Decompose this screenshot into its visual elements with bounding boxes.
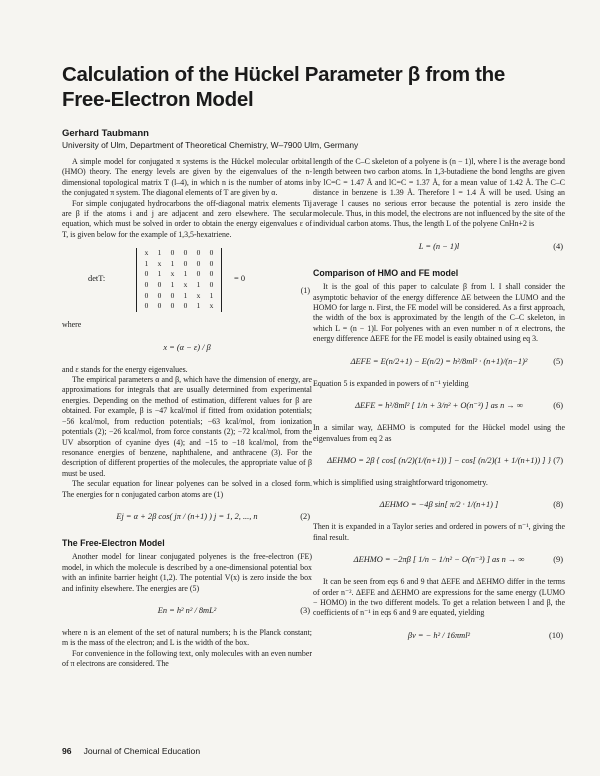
- matrix-cell: 0: [196, 258, 201, 268]
- equation-number: (3): [300, 605, 310, 615]
- matrix-row: [140, 248, 218, 259]
- paragraph: where: [62, 320, 82, 330]
- equation-body: ΔEFE = h²/8ml² [ 1/n + 3/n² + O(n⁻³) ] as n → ∞: [355, 401, 523, 411]
- equation: [62, 335, 312, 361]
- matrix-cell: 0: [183, 248, 188, 258]
- page-number: 96: [62, 746, 72, 756]
- matrix-grid: [136, 248, 222, 312]
- matrix-cell: x: [209, 301, 214, 311]
- matrix-cell: 0: [144, 280, 149, 290]
- equation-number: (6): [553, 401, 563, 411]
- equation-body: x = (α − ε) / β: [163, 342, 211, 352]
- equation-body: En = h² n² / 8mL²: [157, 605, 217, 615]
- paragraph: Equation 5 is expanded in powers of n⁻¹ yielding: [313, 378, 469, 388]
- equation: [313, 623, 565, 649]
- matrix-cell: 1: [170, 258, 175, 268]
- left-column: [62, 157, 312, 670]
- matrix-cell: x: [183, 280, 188, 290]
- equation-body: ΔEHMO = 2β { cos[ (n/2)(1/(n+1)) ] − cos[ (n/2)(1 + 1/(n+1)) ] }: [327, 455, 551, 465]
- matrix-cell: 0: [170, 248, 175, 258]
- equation: [313, 492, 565, 518]
- equation-number: (7): [553, 455, 563, 465]
- matrix-cell: 0: [157, 290, 162, 300]
- matrix-row: [140, 269, 218, 280]
- paragraph: The secular equation for linear polyenes can be solved in a closed form. The energies for n conjugated carbon atoms are (1): [62, 479, 312, 499]
- paragraph: The empirical parameters α and β, which have the dimension of energy, are approximations for integrals that are usually determined from experimental energies. Depending on the method of estimation, different values for β are obtained. For example, β is −47 kcal/mol if fitted from oxidation potentials; −56 kcal/mol, from reduction potentials; −63 kcal/mol, from ionization potentials (2); −26 kcal/mol, from force constants (2); −72 kcal/mol, from the UV absorption of cyanine dyes (4); and −15 to −18 kcal/mol, from the resonance energies of benzene, naphthalene, and anthracene (3). For the description of different properties of the molecules, the appropriate value of β must be used.: [62, 375, 312, 478]
- matrix-cell: 0: [144, 269, 149, 279]
- matrix-row: [140, 291, 218, 302]
- paragraph: For convenience in the following text, only molecules with an even number of π electrons are considered. The: [62, 648, 312, 669]
- equation-body: ΔEFE = E(n/2+1) − E(n/2) = h²/8ml² · (n+1)/(n−1)²: [350, 356, 528, 366]
- matrix-cell: 0: [209, 269, 214, 279]
- matrix-cell: 1: [196, 301, 201, 311]
- equation-body: ΔEHMO = −4β sin[ π/2 · 1/(n+1) ]: [379, 500, 499, 510]
- matrix-cell: 1: [144, 258, 149, 268]
- matrix-cell: 1: [183, 290, 188, 300]
- matrix-cell: 0: [144, 290, 149, 300]
- equation: [62, 504, 312, 530]
- section-heading: The Free-Electron Model: [62, 537, 165, 548]
- matrix-cell: 0: [183, 301, 188, 311]
- matrix-cell: 1: [183, 269, 188, 279]
- equation-number: (9): [553, 555, 563, 565]
- paragraph: It is the goal of this paper to calculate β from l. I shall consider the asymptotic behavior of the energy difference ΔE between the LUMO and the HOMO for large n. First, the FE model will be considered. As a first approach, the width of the box is approximated by the length of the C–C skeleton, in which L = (n − 1)l. For polyenes with an even number n of π electrons, the energy difference ΔEFE for the FE model is easily obtained using eq 3.: [313, 282, 565, 344]
- equation: [62, 598, 312, 624]
- matrix-cell: 1: [157, 269, 162, 279]
- article-title: Calculation of the Hückel Parameter β from the Free-Electron Model: [62, 63, 505, 111]
- equation: [313, 547, 565, 573]
- matrix-cell: 0: [157, 280, 162, 290]
- equation: [313, 448, 565, 474]
- determinant-rhs: = 0: [234, 274, 246, 284]
- equation: [313, 234, 565, 260]
- author-affiliation: University of Ulm, Department of Theoretical Chemistry, W–7900 Ulm, Germany: [62, 140, 359, 150]
- equation-number: (8): [553, 500, 563, 510]
- equation: [313, 349, 565, 375]
- paragraph: and ε stands for the energy eigenvalues.: [62, 364, 188, 374]
- matrix-row: [140, 259, 218, 270]
- paragraph: It can be seen from eqs 6 and 9 that ΔEFE and ΔEHMO differ in the terms of order n⁻². ΔEFE and ΔEHMO are expressions for the same energy (LUMO − HOMO) in the two different models. To get a relation between l and β, the coefficients of n⁻¹ in eqs 6 and 9 are equated, yielding: [313, 577, 565, 618]
- author-name: Gerhard Taubmann: [62, 128, 149, 139]
- paragraph: For simple conjugated hydrocarbons the off-diagonal matrix elements Tij are β if the atoms i and j are adjacent and zero elsewhere. The secular equation, which must be solved in order to obtain the energy eigenvalues ε of T, is given below for the example of 1,3,5-hexatriene.: [62, 198, 312, 239]
- paragraph: In a similar way, ΔEHMO is computed for the Hückel model using the eigenvalues from eq 2 as: [313, 423, 565, 443]
- equation: [313, 393, 565, 419]
- section-heading: Comparison of HMO and FE model: [313, 267, 459, 278]
- equation-body: ΔEHMO = −2πβ [ 1/n − 1/n² − O(n⁻³) ] as n → ∞: [353, 555, 525, 565]
- paragraph: Then it is expanded in a Taylor series and ordered in powers of n⁻¹, giving the final result.: [313, 522, 565, 542]
- matrix-row: [140, 280, 218, 291]
- matrix-cell: 0: [209, 258, 214, 268]
- journal-name: Journal of Chemical Education: [83, 746, 201, 756]
- matrix-cell: 0: [196, 248, 201, 258]
- paragraph: where n is an element of the set of natural numbers; h is the Planck constant; m is the mass of the electron; and L is the width of the box.: [62, 627, 312, 648]
- matrix-cell: 0: [209, 280, 214, 290]
- matrix-cell: 0: [157, 301, 162, 311]
- matrix-cell: 1: [209, 290, 214, 300]
- determinant-label: detT:: [88, 274, 106, 284]
- equation-number: (2): [300, 511, 310, 521]
- matrix-cell: 1: [170, 280, 175, 290]
- matrix-cell: 0: [170, 301, 175, 311]
- matrix-cell: 0: [183, 258, 188, 268]
- matrix-cell: 0: [196, 269, 201, 279]
- equation-body: Ej = α + 2β cos( jπ / (n+1) ) j = 1, 2, ..., n: [116, 511, 258, 521]
- equation-number: (5): [553, 356, 563, 366]
- equation-number: (4): [553, 241, 563, 251]
- matrix-cell: x: [170, 269, 175, 279]
- equation-body: βv = − h² / 16πml²: [407, 630, 471, 640]
- right-column: [313, 157, 565, 653]
- equation-number: (10): [549, 630, 563, 640]
- page-footer: [62, 746, 200, 756]
- matrix-cell: x: [196, 290, 201, 300]
- paragraph: Another model for linear conjugated polyenes is the free-electron (FE) model, in which the molecule is described by a one-dimensional potential box with an infinite barrier height (1,2). The potential V(x) is zero inside the box and infinity elsewhere. The energies are (5): [62, 552, 312, 593]
- matrix-cell: 1: [157, 248, 162, 258]
- paragraph: length of the C–C skeleton of a polyene is (n − 1)l, where l is the average bond length between two carbon atoms. In 1,3-butadiene the bond lengths are given by lC=C = 1.47 Å and lC=C = 1.37 Å, for a mean value of 1.42 Å. The C–C distance in benzene is 1.39 Å. Therefore l = 1.4 Å will be used. Using an average l causes no serious error because the potential is zero inside the molecule. Thus, in this model, the electrons are not influenced by the site of the individual carbon atoms. Thus, the length L of the polyene CnHn+2 is: [313, 157, 565, 229]
- paragraph: A simple model for conjugated π systems is the Hückel molecular orbital (HMO) theory. The energy levels are given by the eigenvalues of the n-dimensional topological matrix T (l–4), in which n is the number of atoms in the conjugated π system. The diagonal elements of T are given by α.: [62, 157, 312, 198]
- matrix-cell: 0: [170, 290, 175, 300]
- equation-number: (1): [300, 286, 310, 296]
- matrix-cell: x: [157, 258, 162, 268]
- secular-determinant: [62, 246, 312, 314]
- matrix-row: [140, 301, 218, 312]
- paragraph: which is simplified using straightforward trigonometry.: [313, 477, 488, 487]
- matrix-cell: 0: [144, 301, 149, 311]
- matrix-cell: 1: [196, 280, 201, 290]
- equation-body: L = (n − 1)l: [418, 241, 460, 251]
- matrix-cell: x: [144, 248, 149, 258]
- matrix-cell: 0: [209, 248, 214, 258]
